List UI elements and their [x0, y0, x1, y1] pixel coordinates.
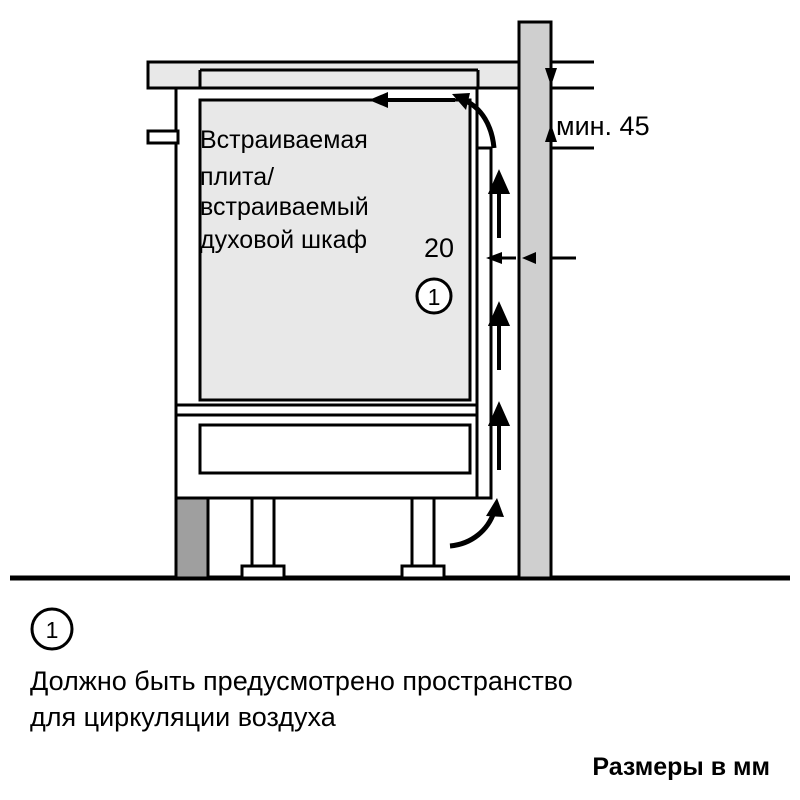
leg-right-foot	[402, 566, 444, 578]
appliance-label-line-4: духовой шкаф	[200, 226, 368, 254]
appliance-label-line-2: плита/	[200, 163, 275, 191]
leg-left-foot	[242, 566, 284, 578]
leg-right	[412, 498, 434, 566]
legend-line-1: Должно быть предусмотрено пространство	[30, 666, 573, 696]
plinth-left-block	[176, 498, 208, 578]
worktop	[148, 62, 519, 88]
dimension-min-45	[545, 62, 650, 148]
lower-drawer	[200, 425, 470, 473]
legend-line-2: для циркуляции воздуха	[30, 702, 336, 732]
footer-units-note: Размеры в мм	[592, 753, 770, 781]
legend-callout-number: 1	[45, 617, 59, 643]
cabinet-side-bracket	[148, 131, 178, 143]
leg-left	[252, 498, 274, 566]
airflow-arrows-group	[491, 174, 507, 470]
appliance-label-line-3: встраиваемый	[200, 193, 369, 221]
callout-1-marker	[417, 279, 451, 313]
cabinet-rear-panel	[477, 148, 491, 498]
air-intake-curved-arrow	[450, 498, 504, 546]
dimension-min-45-label: мин. 45	[556, 111, 650, 141]
callout-1-number: 1	[427, 284, 441, 310]
dimension-20-label: 20	[424, 233, 455, 263]
wall	[519, 22, 551, 578]
legend-block	[30, 609, 573, 732]
appliance-base-rail	[176, 405, 477, 415]
appliance-label-line-1: Встраиваемая	[200, 126, 368, 154]
